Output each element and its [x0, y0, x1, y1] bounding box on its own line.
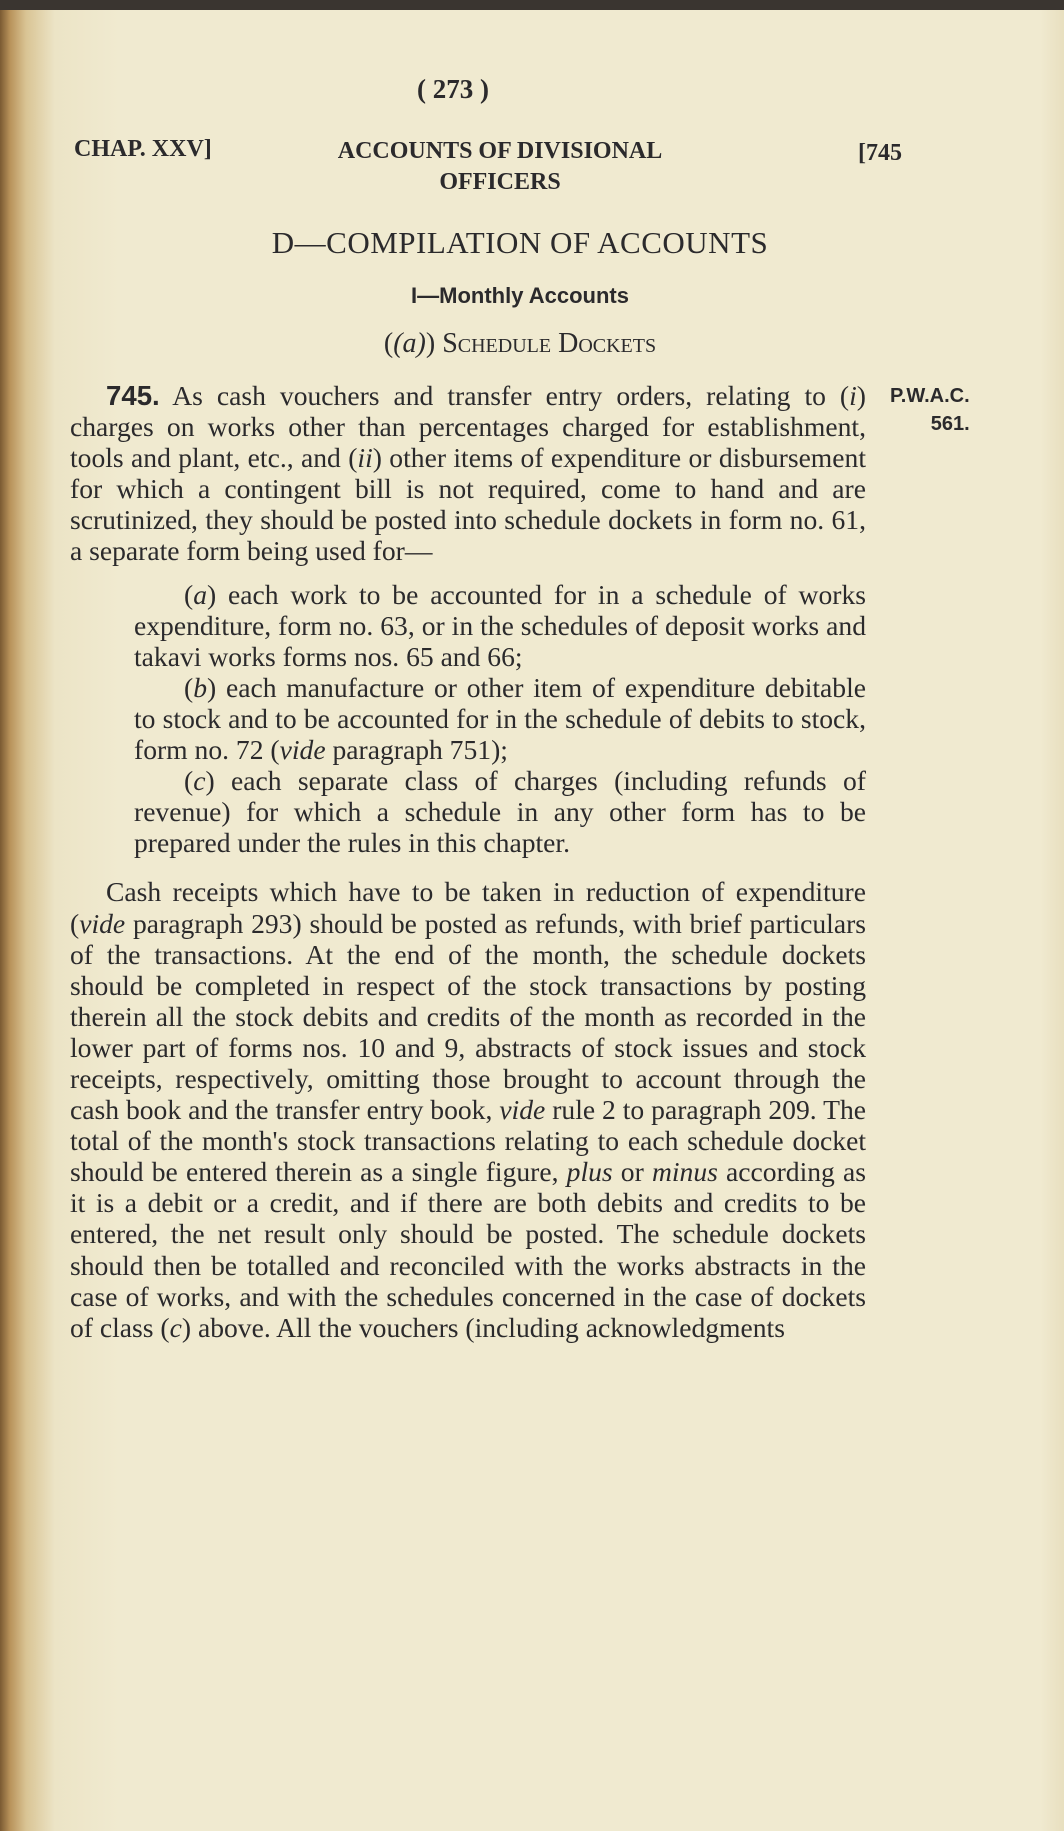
page-top-edge	[0, 0, 1064, 10]
section-heading: D—COMPILATION OF ACCOUNTS	[271, 225, 769, 260]
margin-note-line2: 561.	[930, 413, 970, 435]
body-text	[70, 380, 866, 1343]
sub-subsection-title: Schedule Dockets	[442, 328, 657, 359]
sub-subsection-heading: ((a))​ Schedule Dockets	[383, 328, 657, 359]
page-number: ( 273 )	[417, 74, 489, 104]
paragraph-continuation: Cash receipts which have to be taken in reduction of expenditure (vide paragraph 293) should be posted as refunds, with brief particulars of the transactions. At the end of the month, the schedule dockets should be completed in respect of the stock transactions by posting therein all the stock debits and credits of the month as recorded in the lower part of forms nos. 10 and 9, abstracts of stock issues and stock receipts, respectively, omitting those brought to account through the cash book and the transfer entry book, vide rule 2 to paragraph 209. The total of the month's stock transactions relating to each schedule docket should be entered therein as a single figure, plus or minus according as it is a debit or a credit, and if there are both debits and credits to be entered, the net result only should be posted. The schedule dockets should then be totalled and reconciled with the works abstracts in the case of works, and with the schedules concerned in the case of dockets of class (c) above. All the vouchers (including acknowledgments	[70, 876, 866, 1343]
sub-subsection-label: (a)	[393, 328, 426, 359]
paragraph-number: 745.	[106, 380, 160, 411]
chapter-label: CHAP. XXV]	[74, 136, 212, 162]
clause-a: (a) each work to be accounted for in a schedule of works expenditure, form no. 63, or in the schedules of deposit works and takavi works forms nos. 65 and 66;	[134, 578, 866, 672]
subsection-heading	[150, 283, 890, 309]
clause-c: (c) each separate class of charges (including refunds of revenue) for which a schedule in any other form has to be prepared under the rules in this chapter.	[134, 765, 866, 859]
margin-note-line1: P.W.A.C.	[890, 385, 970, 407]
paragraph-745: 745. As cash vouchers and transfer entry orders, relating to (i) charges on works other than percentages charged for establishment, tools and plant, etc., and (ii) other items of expenditure or disbursement for which a contingent bill is not required, come to hand and are scrutinized, they should be posted into schedule dockets in form no. 61, a separate form being used for—	[70, 380, 866, 567]
margin-note	[890, 382, 970, 438]
running-head-paragraph-ref: [745	[858, 140, 902, 166]
running-head-title: ACCOUNTS OF DIVISIONAL OFFICERS	[337, 138, 663, 195]
subsection-heading-text: I—Monthly Accounts	[411, 283, 629, 308]
clause-b: (b) each manufacture or other item of expenditure debitable to stock and to be accounted for in the schedule of debits to stock, form no. 72 (vide paragraph 751);	[134, 671, 866, 766]
